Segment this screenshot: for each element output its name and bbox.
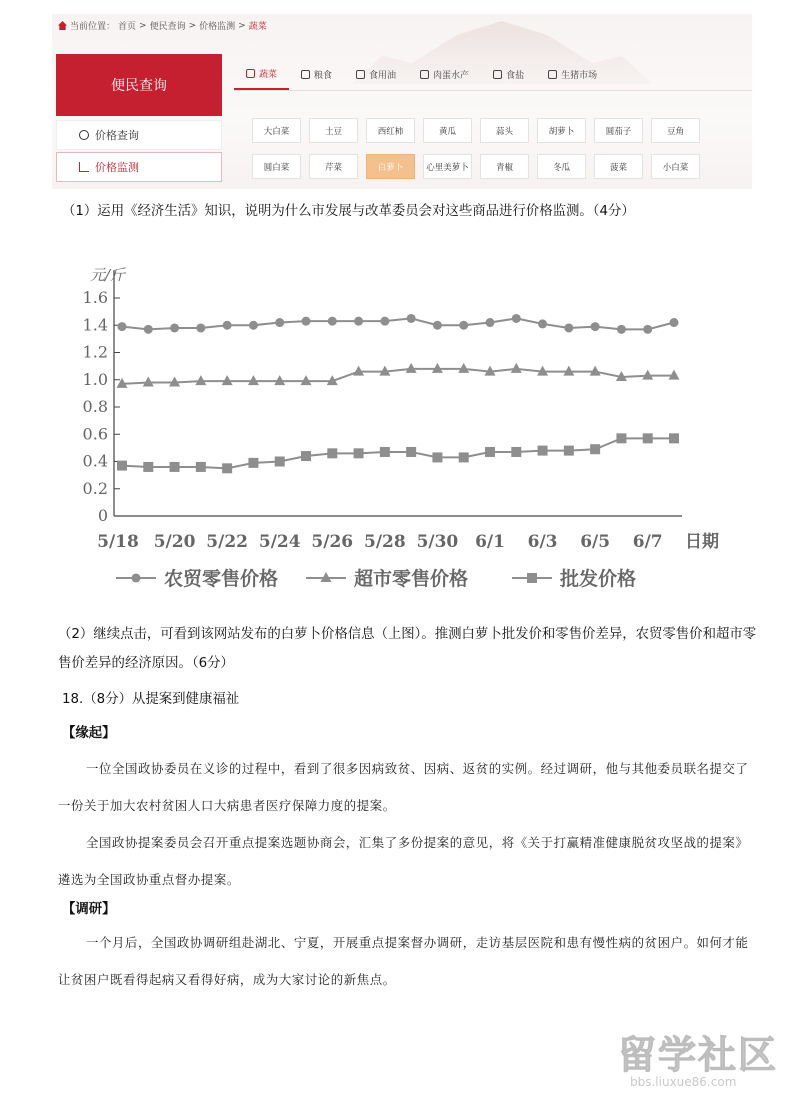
tab-label: 蔬菜 xyxy=(259,69,278,80)
vegetable-chip[interactable]: 豆角 xyxy=(651,118,700,143)
tab-salt[interactable] xyxy=(481,58,536,90)
data-point-square xyxy=(170,462,180,472)
section-heading-origin: 【缘起】 xyxy=(62,726,116,741)
sidebar-item-label: 价格查询 xyxy=(95,129,139,142)
vegetable-chip[interactable]: 圆茄子 xyxy=(594,118,643,143)
data-point-square xyxy=(301,451,311,461)
vegetable-icon xyxy=(246,69,255,78)
data-point-square xyxy=(248,458,258,468)
data-point-square xyxy=(354,448,364,458)
data-point-square xyxy=(590,444,600,454)
data-point-square xyxy=(459,452,469,462)
data-point-triangle xyxy=(274,375,285,385)
price-website-screenshot xyxy=(52,14,752,189)
x-tick-label: 6/1 xyxy=(475,532,505,552)
data-point-circle xyxy=(275,318,284,327)
data-point-square xyxy=(485,447,495,457)
breadcrumb-separator: > xyxy=(188,20,197,31)
vegetable-chip[interactable]: 蒜头 xyxy=(480,118,529,143)
legend-label: 批发价格 xyxy=(560,568,637,590)
y-tick-label: 0.8 xyxy=(82,397,108,416)
series-line-triangle xyxy=(122,369,674,384)
data-point-square xyxy=(538,446,548,456)
legend-marker-circle xyxy=(132,574,141,583)
breadcrumb-link-service[interactable]: 便民查询 xyxy=(149,22,186,32)
vegetable-chip[interactable]: 土豆 xyxy=(309,118,358,143)
tab-label: 食用油 xyxy=(369,70,397,81)
x-tick-label: 6/3 xyxy=(527,532,558,552)
section-heading-research: 【调研】 xyxy=(62,902,116,917)
data-point-square xyxy=(275,457,285,467)
data-point-square xyxy=(380,447,390,457)
data-point-circle xyxy=(170,323,179,332)
breadcrumb-separator: > xyxy=(139,20,147,31)
tab-grain[interactable] xyxy=(289,58,344,90)
vegetable-chip[interactable]: 青椒 xyxy=(480,154,529,179)
data-point-triangle xyxy=(511,363,522,373)
data-point-square xyxy=(222,463,232,473)
data-point-square xyxy=(406,447,416,457)
data-point-circle xyxy=(433,321,442,330)
x-tick-label: 5/26 xyxy=(311,532,354,552)
data-point-circle xyxy=(380,317,389,326)
vegetable-chip[interactable]: 大白菜 xyxy=(252,118,301,143)
x-axis-label: 日期 xyxy=(685,532,719,552)
pig-icon xyxy=(548,70,557,79)
x-tick-label: 6/7 xyxy=(632,532,663,552)
y-tick-label: 0.4 xyxy=(82,451,108,471)
legend-label: 农贸零售价格 xyxy=(164,568,279,590)
watermark-logo xyxy=(618,1024,778,1089)
vegetable-chip[interactable]: 白萝卜 xyxy=(366,154,415,179)
sidebar-title: 便民查询 xyxy=(56,54,222,116)
data-point-circle xyxy=(328,317,337,326)
breadcrumb-link-monitor[interactable]: 价格监测 xyxy=(199,22,236,32)
tab-pig-market[interactable] xyxy=(536,58,609,90)
sidebar-item-price-monitor[interactable] xyxy=(56,152,222,182)
data-point-square xyxy=(196,462,206,472)
data-point-circle xyxy=(670,318,679,327)
data-point-circle xyxy=(196,323,205,332)
y-axis-label: 元/斤 xyxy=(90,266,126,284)
category-tabs xyxy=(234,58,752,91)
vegetable-chip[interactable]: 胡萝卜 xyxy=(537,118,586,143)
data-point-circle xyxy=(354,317,363,326)
y-tick-label: 0.6 xyxy=(82,424,108,444)
vegetable-grid xyxy=(252,118,722,179)
grain-icon xyxy=(301,70,310,79)
data-point-circle xyxy=(223,321,232,330)
tab-vegetables[interactable] xyxy=(234,58,289,90)
paragraph-origin-1: 一位全国政协委员在义诊的过程中，看到了很多因病致贫、因病、返贫的实例。经过调研，他与其他委员联名提交了一份关于加大农村贫困人口大病患者医疗保障力度的提案。 xyxy=(58,761,749,813)
x-tick-label: 5/20 xyxy=(153,532,196,552)
question-2: （2）继续点击，可看到该网站发布的白萝卜价格信息（上图）。推测白萝卜批发价和零售价差异，农贸零售价和超市零售价差异的经济原因。（6分） xyxy=(58,627,757,671)
vegetable-chip[interactable]: 圆白菜 xyxy=(252,154,301,179)
breadcrumb-separator: > xyxy=(238,20,246,31)
salt-icon xyxy=(493,70,502,79)
data-point-circle xyxy=(617,325,626,334)
breadcrumb-current: 蔬菜 xyxy=(248,22,267,32)
data-point-triangle xyxy=(248,375,259,385)
legend-marker-square xyxy=(527,573,537,583)
vegetable-chip[interactable]: 黄瓜 xyxy=(423,118,472,143)
data-point-circle xyxy=(118,322,127,331)
sidebar-item-label: 价格监测 xyxy=(95,161,139,174)
data-point-circle xyxy=(538,319,547,328)
egg-icon xyxy=(420,70,429,79)
data-point-circle xyxy=(407,314,416,323)
data-point-square xyxy=(117,461,127,471)
breadcrumb-link-home[interactable]: 首页 xyxy=(118,22,137,32)
tab-oil[interactable] xyxy=(344,58,408,90)
data-point-circle xyxy=(643,325,652,334)
legend-label: 超市零售价格 xyxy=(354,568,469,590)
data-point-circle xyxy=(486,318,495,327)
data-point-square xyxy=(669,433,679,443)
sidebar-item-price-query[interactable] xyxy=(56,120,222,150)
tab-label: 粮食 xyxy=(314,70,333,81)
data-point-square xyxy=(143,462,153,472)
vegetable-chip[interactable]: 西红柿 xyxy=(366,118,415,143)
data-point-triangle xyxy=(301,375,312,385)
paragraph-origin-2: 全国政协提案委员会召开重点提案选题协商会，汇集了多份提案的意见，将《关于打赢精准健康脱贫攻坚战的提案》遴选为全国政协重点督办提案。 xyxy=(58,835,749,887)
vegetable-chip[interactable]: 冬瓜 xyxy=(537,154,586,179)
watermark-url: bbs.liuxue86.com xyxy=(630,1075,737,1089)
x-tick-label: 5/28 xyxy=(364,532,406,552)
data-point-square xyxy=(511,447,521,457)
data-point-circle xyxy=(459,321,468,330)
tab-label: 肉蛋水产 xyxy=(433,70,470,81)
x-tick-label: 5/18 xyxy=(97,532,139,552)
data-point-circle xyxy=(144,325,153,334)
tab-label: 生猪市场 xyxy=(561,70,598,81)
data-point-square xyxy=(327,448,337,458)
y-tick-label: 1.0 xyxy=(82,369,108,389)
data-point-square xyxy=(432,452,442,462)
question-1: （1）运用《经济生活》知识，说明为什么市发展与改革委员会对这些商品进行价格监测。（4分） xyxy=(62,204,635,219)
vegetable-chip[interactable]: 小白菜 xyxy=(651,154,700,179)
data-point-circle xyxy=(302,317,311,326)
vegetable-chip[interactable]: 芹菜 xyxy=(309,154,358,179)
breadcrumb-prefix: 当前位置： xyxy=(70,22,116,32)
home-icon[interactable] xyxy=(58,21,67,30)
x-tick-label: 5/24 xyxy=(258,532,301,552)
chart-icon xyxy=(79,162,89,172)
x-tick-label: 5/30 xyxy=(416,532,459,552)
data-point-triangle xyxy=(195,375,206,385)
y-tick-label: 0 xyxy=(97,506,108,525)
data-point-square xyxy=(643,433,653,443)
y-tick-label: 0.2 xyxy=(82,478,108,498)
tab-meat-egg-seafood[interactable] xyxy=(408,58,481,90)
data-point-circle xyxy=(249,321,258,330)
watermark-text: 留学社区 xyxy=(618,1033,779,1077)
x-tick-label: 6/5 xyxy=(580,532,611,552)
price-line-chart xyxy=(82,258,752,608)
data-point-circle xyxy=(512,314,521,323)
data-point-square xyxy=(616,433,626,443)
oil-bottle-icon xyxy=(356,70,365,79)
vegetable-chip[interactable]: 菠菜 xyxy=(594,154,643,179)
breadcrumb xyxy=(58,19,267,32)
search-icon xyxy=(79,130,89,140)
vegetable-chip[interactable]: 心里美萝卜 xyxy=(423,154,472,179)
data-point-triangle xyxy=(222,375,233,385)
x-tick-label: 5/22 xyxy=(206,532,248,552)
paragraph-research-1: 一个月后，全国政协调研组赴湖北、宁夏，开展重点提案督办调研，走访基层医院和患有慢性病的贫困户。如何才能让贫困户既看得起病又看得好病，成为大家讨论的新焦点。 xyxy=(58,935,749,987)
y-tick-label: 1.2 xyxy=(82,342,108,362)
question-18-title: 18.（8分）从提案到健康福祉 xyxy=(62,692,240,707)
y-tick-label: 1.4 xyxy=(82,315,108,335)
tab-label: 食盐 xyxy=(506,70,525,81)
data-point-circle xyxy=(564,323,573,332)
data-point-circle xyxy=(591,322,600,331)
y-tick-label: 1.6 xyxy=(82,288,108,307)
data-point-square xyxy=(564,446,574,456)
